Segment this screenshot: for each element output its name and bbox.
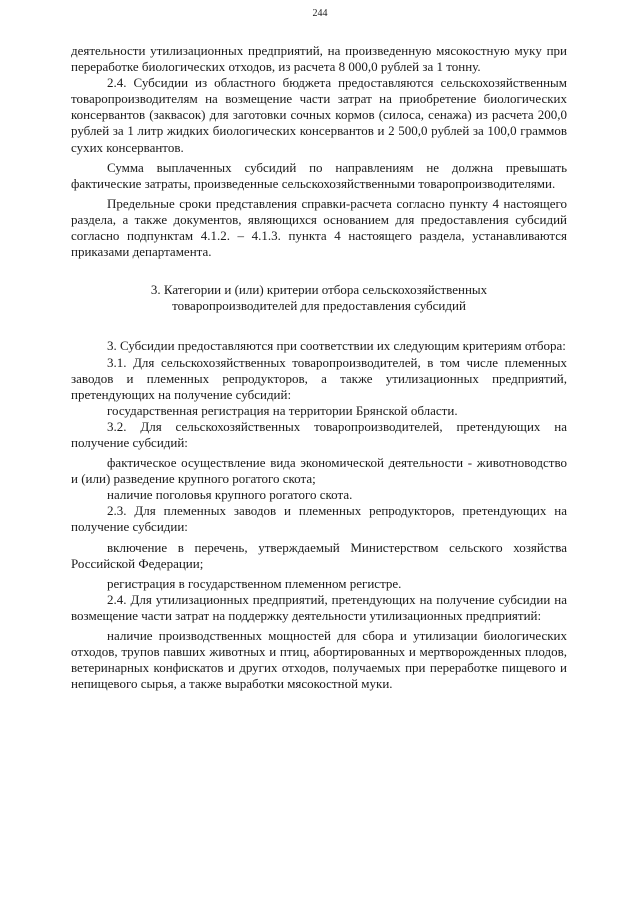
paragraph: фактическое осуществление вида экономической деятельности - животноводство и (или) разведение крупного рогатого скота; bbox=[71, 455, 567, 487]
section-heading-line: товаропроизводителей для предоставления субсидий bbox=[172, 298, 466, 314]
paragraph: включение в перечень, утверждаемый Министерством сельского хозяйства Российской Федерации; bbox=[71, 539, 567, 571]
paragraph: деятельности утилизационных предприятий, на произведенную мясокостную муку при переработке биологических отходов, из расчета 8 000,0 рублей за 1 тонну. bbox=[71, 43, 567, 75]
paragraph: 2.4. Для утилизационных предприятий, претендующих на получение субсидии на возмещение части затрат на поддержку деятельности утилизационных предприятий: bbox=[71, 591, 567, 623]
section-heading-line: 3. Категории и (или) критерии отбора сельскохозяйственных bbox=[150, 282, 488, 298]
paragraph: 3.2. Для сельскохозяйственных товаропроизводителей, претендующих на получение субсидий: bbox=[71, 418, 567, 450]
paragraph: наличие поголовья крупного рогатого скота. bbox=[107, 487, 353, 503]
section-heading bbox=[71, 282, 567, 314]
paragraph: Предельные сроки представления справки-расчета согласно пункту 4 настоящего раздела, а также документов, являющихся основанием для предоставления субсидий согласно подпунктам 4.1.2. – 4.1.3. пункта 4 настоящего раздела, устанавливаются приказами департамента. bbox=[71, 195, 567, 260]
paragraph: 3. Субсидии предоставляются при соответствии их следующим критериям отбора: bbox=[107, 338, 566, 354]
paragraph: Сумма выплаченных субсидий по направлениям не должна превышать фактические затраты, произведенные сельскохозяйственными товаропроизводителями. bbox=[71, 159, 567, 191]
paragraph: регистрация в государственном племенном регистре. bbox=[107, 575, 402, 591]
paragraph: 2.3. Для племенных заводов и племенных репродукторов, претендующих на получение субсидии: bbox=[71, 503, 567, 535]
document-body bbox=[71, 43, 567, 692]
paragraph: 3.1. Для сельскохозяйственных товаропроизводителей, в том числе племенных заводов и племенных репродукторов, а также утилизационных предприятий, претендующих на получение субсидий: bbox=[71, 354, 567, 402]
page-number: 244 bbox=[312, 8, 328, 19]
paragraph: 2.4. Субсидии из областного бюджета предоставляются сельскохозяйственным товаропроизводителям на возмещение части затрат на приобретение биологических консервантов (заквасок) для заготовки сочных кормов (силоса, сенажа) из расчета 200,0 рублей за 1 литр жидких биологических консервантов и 2 500,0 рублей за 100,0 граммов сухих консервантов. bbox=[71, 75, 567, 155]
paragraph: наличие производственных мощностей для сбора и утилизации биологических отходов, трупов павших животных и птиц, абортированных и мертворожденных плодов, ветеринарных конфискатов и других отходов, получаемых при переработке пищевого и непищевого сырья, а также выработки мясокостной муки. bbox=[71, 628, 567, 692]
paragraph: государственная регистрация на территории Брянской области. bbox=[107, 402, 458, 418]
